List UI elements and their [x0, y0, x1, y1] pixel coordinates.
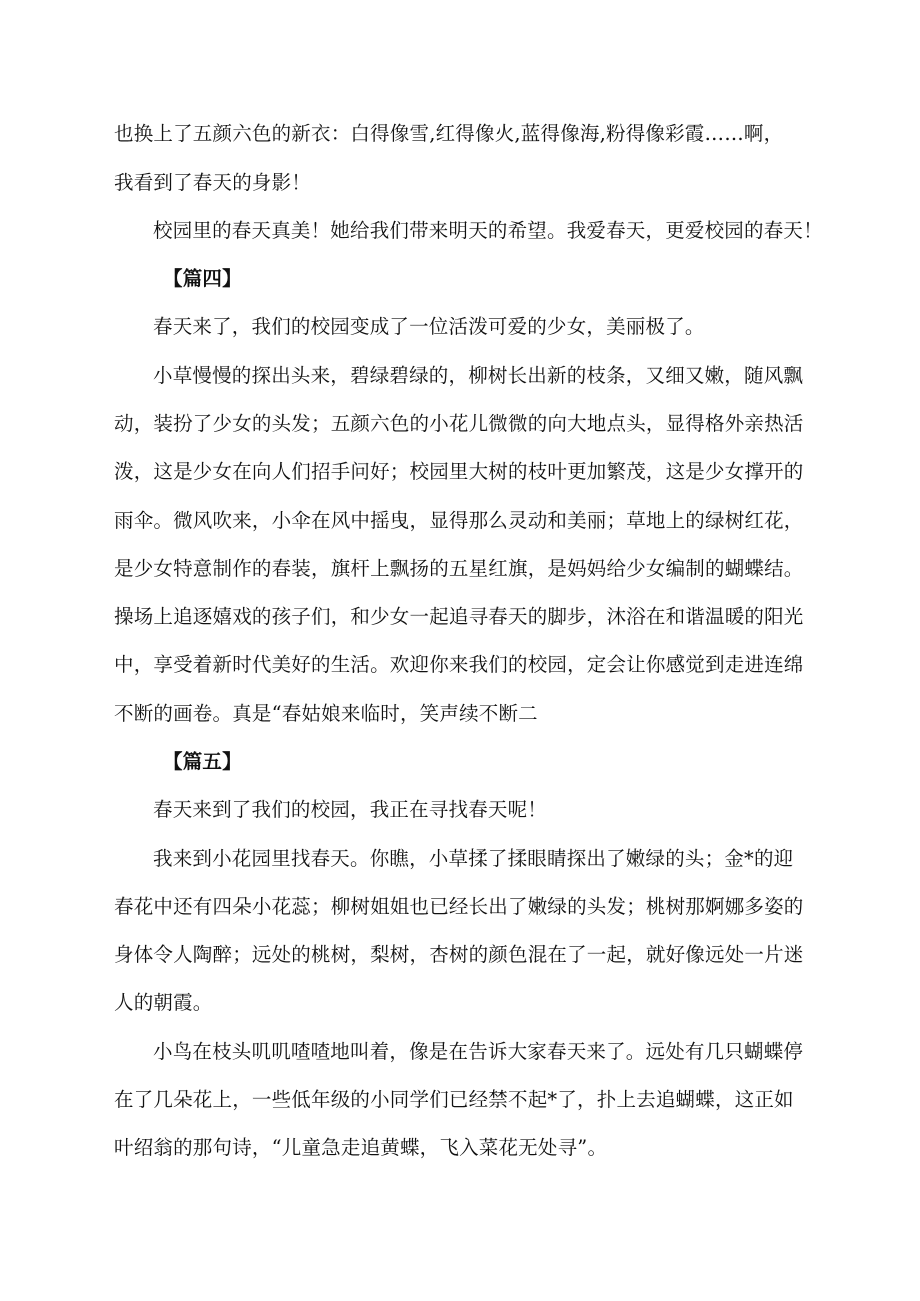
text-line: 小草慢慢的探出头来，碧绿碧绿的，柳树长出新的枝条，又细又嫩，随风飘	[153, 364, 804, 387]
text-line: 春花中还有四朵小花蕊；柳树姐姐也已经长出了嫩绿的头发；桃树那婀娜多姿的	[114, 895, 804, 918]
text-line: 泼，这是少女在向人们招手问好；校园里大树的枝叶更加繁茂，这是少女撑开的	[114, 460, 804, 483]
text-line: 人的朝霞。	[114, 991, 213, 1014]
text-line: 校园里的春天真美！她给我们带来明天的希望。我爱春天，更爱校园的春天！	[153, 219, 823, 242]
text-line: 也换上了五颜六色的新衣：白得像雪,红得像火,蓝得像海,粉得像彩霞……啊，	[114, 122, 784, 145]
text-line: 操场上追逐嬉戏的孩子们，和少女一起追寻春天的脚步，沐浴在和谐温暖的阳光	[114, 605, 804, 628]
text-line: 我来到小花园里找春天。你瞧，小草揉了揉眼睛探出了嫩绿的头；金*的迎	[153, 847, 794, 870]
text-line: 身体令人陶醉；远处的桃树，梨树，杏树的颜色混在了一起，就好像远处一片迷	[114, 943, 804, 966]
section-heading: 【篇五】	[163, 750, 242, 773]
text-line: 中，享受着新时代美好的生活。欢迎你来我们的校园，定会让你感觉到走进连绵	[114, 653, 804, 676]
text-line: 叶绍翁的那句诗，“儿童急走追黄蝶，飞入菜花无处寻”。	[114, 1136, 608, 1159]
text-line: 我看到了春天的身影！	[114, 171, 312, 194]
section-heading: 【篇四】	[163, 267, 242, 290]
text-line: 春天来到了我们的校园，我正在寻找春天呢！	[153, 798, 548, 821]
text-line: 不断的画卷。真是“春姑娘来临时，笑声续不断二	[114, 702, 538, 725]
text-line: 是少女特意制作的春装，旗杆上飘扬的五星红旗，是妈妈给少女编制的蝴蝶结。	[114, 557, 804, 580]
text-line: 动，装扮了少女的头发；五颜六色的小花儿微微的向大地点头，显得格外亲热活	[114, 412, 804, 435]
text-line: 在了几朵花上，一些低年级的小同学们已经禁不起*了，扑上去追蝴蝶，这正如	[114, 1088, 794, 1111]
text-line: 小鸟在枝头叽叽喳喳地叫着，像是在告诉大家春天来了。远处有几只蝴蝶停	[153, 1040, 804, 1063]
text-line: 春天来了，我们的校园变成了一位活泼可爱的少女，美丽极了。	[153, 315, 705, 338]
text-line: 雨伞。微风吹来，小伞在风中摇曳，显得那么灵动和美丽；草地上的绿树红花，	[114, 509, 804, 532]
